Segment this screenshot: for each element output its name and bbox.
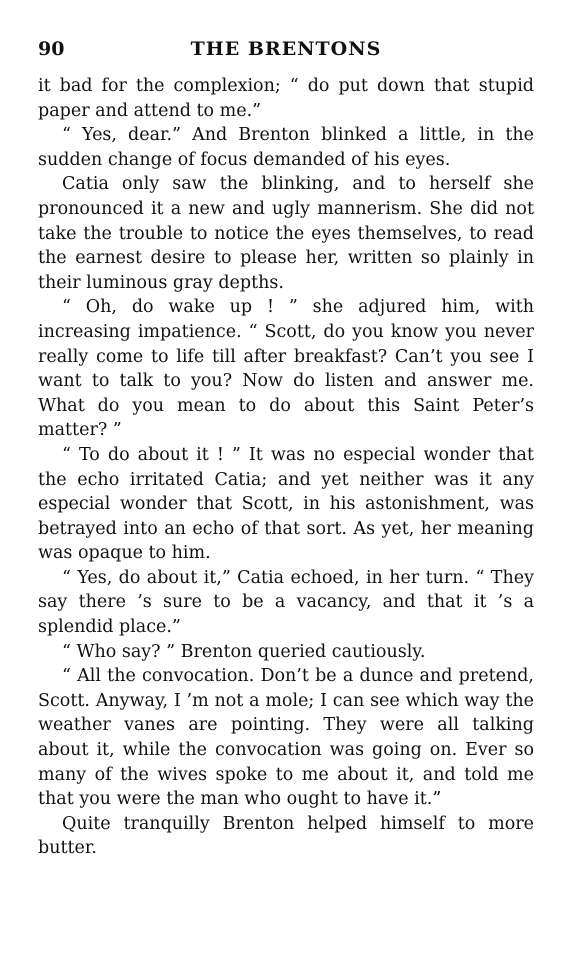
- body-text: [38, 74, 534, 861]
- paragraph: “ All the convocation. Don’t be a dunce and pretend, Scott. Anyway, I ’m not a mole; I can see which way the weather vanes are pointing. They were all talking about it, while the convocation was going on. Ever so many of the wives spoke to me about it, and told me that you were the man who ought to have it.”: [38, 666, 534, 810]
- running-title: THE BRENTONS: [190, 38, 382, 60]
- paragraph: “ Yes, do about it,” Catia echoed, in her turn. “ They say there ’s sure to be a vacancy, and that it ’s a splendid place.”: [38, 567, 534, 638]
- page-number: 90: [38, 38, 65, 60]
- paragraph: it bad for the complexion; “ do put down that stupid paper and attend to me.”: [38, 76, 534, 121]
- paragraph: “ Who say? ” Brenton queried cautiously.: [62, 641, 426, 662]
- paragraph: “ Yes, dear.” And Brenton blinked a little, in the sudden change of focus demanded of his eyes.: [38, 125, 534, 170]
- paragraph: Catia only saw the blinking, and to herself she pronounced it a new and ugly mannerism. She did not take the trouble to notice the eyes themselves, to read the earnest desire to please her, written so plainly in their luminous gray depths.: [38, 174, 534, 293]
- paragraph: “ Oh, do wake up ! ” she adjured him, with increasing impatience. “ Scott, do you know you never really come to life till after breakfast? Can’t you see I want to talk to you? Now do listen and answer me. What do you mean to do about this Saint Peter’s matter? ”: [38, 297, 534, 441]
- paragraph: Quite tranquilly Brenton helped himself to more butter.: [38, 813, 534, 859]
- paragraph: “ To do about it ! ” It was no especial wonder that the echo irritated Catia; and yet neither was it any especial wonder that Scott, in his astonishment, was betrayed into an echo of that sort. As yet, her meaning was opaque to him.: [38, 444, 534, 564]
- page-header: [38, 38, 534, 64]
